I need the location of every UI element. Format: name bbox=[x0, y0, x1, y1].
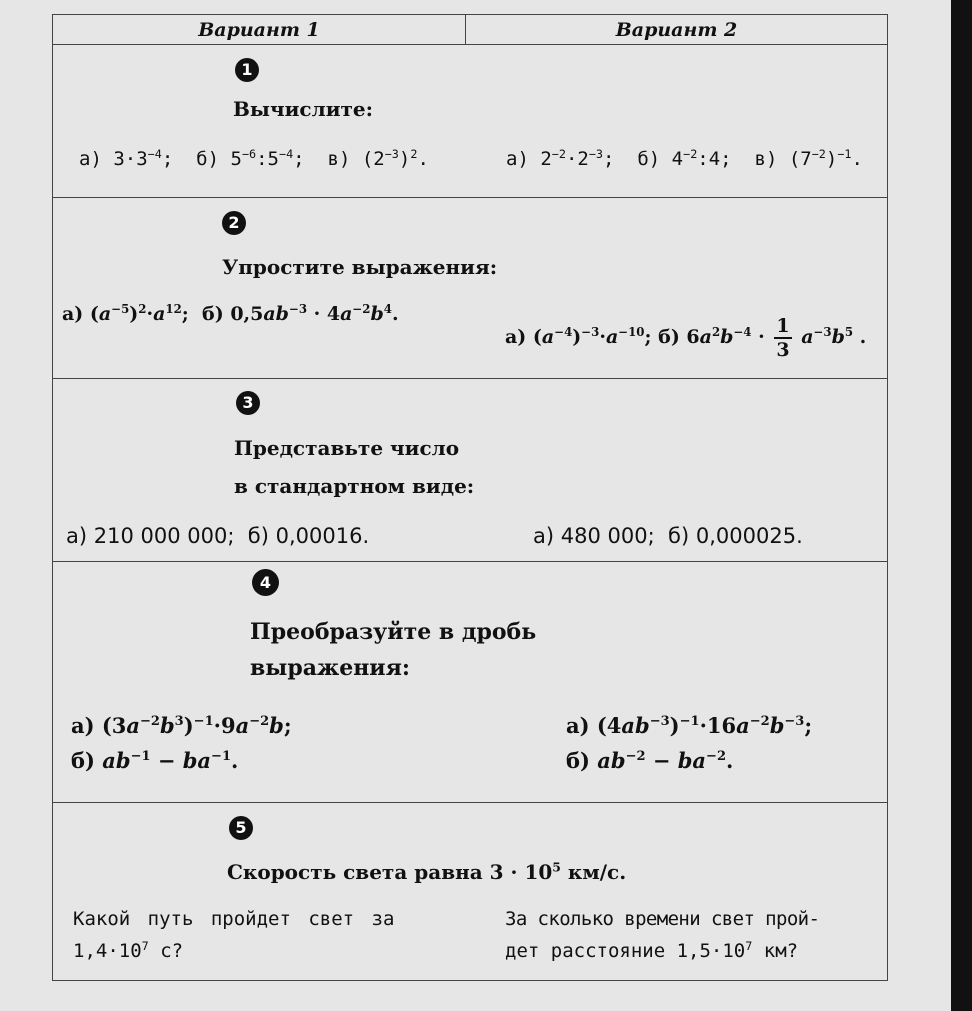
task-title-line-2: в стандартном виде: bbox=[234, 474, 475, 498]
variant-1-expressions: а) $(a^{-5})^2\cdot a^{12}$; б) $0,5ab^{-3} \cdot 4a^{-2}b^4$. bbox=[62, 301, 399, 325]
task-5 bbox=[53, 802, 887, 980]
task-title: Вычислите: bbox=[233, 97, 374, 121]
task-4 bbox=[53, 561, 887, 803]
variant-2-header: Вариант 2 bbox=[615, 19, 738, 41]
task-title-line-2: выражения: bbox=[250, 655, 410, 681]
variant-2-question-line-2: дет расстояние $1,5\cdot 10^7$ км? bbox=[505, 938, 799, 962]
task-title-line-1: Преобразуйте в дробь bbox=[250, 619, 537, 645]
task-number-badge: 1 bbox=[235, 58, 259, 82]
variant-2-expressions: а) $2^{-2}\cdot 2^{-3}$; б) $4^{-2}:4$; в) $(7^{-2})^{-1}$. bbox=[506, 146, 863, 170]
task-number-badge: 4 bbox=[252, 569, 279, 596]
variant-1-header: Вариант 1 bbox=[53, 15, 466, 44]
task-number-badge: 2 bbox=[222, 211, 246, 235]
variant-1-expressions: а) 210 000 000; б) 0,00016. bbox=[66, 524, 370, 548]
variant-1-question-line-1: Какой путь пройдет свет за bbox=[73, 908, 395, 930]
worksheet-table bbox=[52, 14, 888, 981]
task-title: Упростите выражения: bbox=[222, 255, 498, 279]
variant-2-expressions: а) $(a^{-4})^{-3}\cdot a^{-10}$; б) $6a^2b^{-4}$ · $\frac{1}{3}$ $a^{-3}b^5$ . bbox=[505, 315, 867, 361]
right-dark-strip bbox=[951, 0, 972, 1011]
variant-2-expression-a: а) $(4ab^{-3})^{-1}\cdot 16a^{-2}b^{-3}$; bbox=[566, 713, 813, 738]
variant-2-expressions: а) 480 000; б) 0,000025. bbox=[533, 524, 803, 548]
task-number-badge: 5 bbox=[229, 816, 253, 840]
task-3 bbox=[53, 378, 887, 562]
table-header bbox=[53, 15, 887, 45]
variant-1-question-line-2: $1,4\cdot 10^7$ с? bbox=[73, 938, 184, 962]
variant-1-expression-a: а) $(3a^{-2}b^3)^{-1}\cdot 9a^{-2}b$; bbox=[71, 713, 292, 738]
variant-1-expressions: а) $3\cdot 3^{-4}$; б) $5^{-6}:5^{-4}$; в) $(2^{-3})^2$. bbox=[79, 146, 429, 170]
task-2 bbox=[53, 197, 887, 379]
variant-1-expression-b: б) $ab^{-1} - ba^{-1}$. bbox=[71, 748, 239, 773]
variant-2-expression-b: б) $ab^{-2} - ba^{-2}$. bbox=[566, 748, 734, 773]
task-title-line-1: Представьте число bbox=[234, 436, 460, 460]
variant-2-question-line-1: За сколько времени свет прой- bbox=[505, 908, 820, 930]
task-1 bbox=[53, 45, 887, 198]
task-title: Скорость света равна $3 \cdot 10^5$ км/с. bbox=[227, 859, 627, 884]
fraction-one-third: $\frac{1}{3}$ bbox=[776, 315, 790, 361]
task-number-badge: 3 bbox=[236, 391, 260, 415]
